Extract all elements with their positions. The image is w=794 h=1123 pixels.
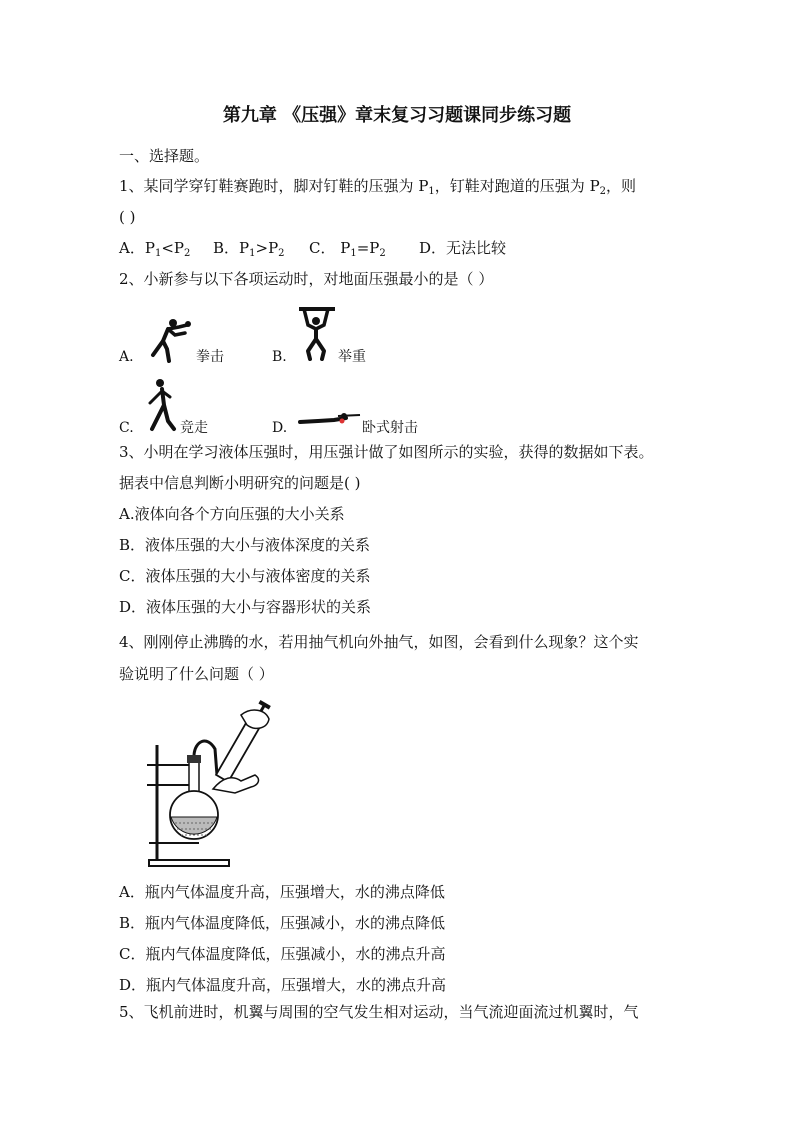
q1-option-a-text: A．P [119,239,155,257]
q1-option-a-rel: <P [161,239,184,257]
q3-option-c[interactable]: C．液体压强的大小与液体密度的关系 [119,567,371,585]
q1-option-b-sub2: 2 [278,248,285,259]
q3-option-a[interactable]: A.液体向各个方向压强的大小关系 [119,505,345,523]
q2-stem: 2、小新参与以下各项运动时，对地面压强最小的是（ ） [119,270,494,288]
q1-option-b[interactable] [213,239,309,257]
race-walking-figure-icon [146,377,182,433]
q1-option-c-rel: =P [356,239,380,257]
q2-option-a-letter[interactable]: A. [119,349,134,365]
q1-stem-part-c: ，则 [606,177,637,195]
q3-option-b[interactable]: B．液体压强的大小与液体深度的关系 [119,536,371,554]
q1-option-d[interactable]: D．无法比较 [419,239,507,257]
q1-option-c[interactable] [309,239,419,257]
q1-option-a-sub: 1 [154,248,162,259]
q3-option-d[interactable]: D．液体压强的大小与容器形状的关系 [119,598,372,616]
boxing-figure-icon [143,315,193,363]
q1-option-a[interactable] [119,239,213,257]
q2-option-b-letter[interactable]: B. [272,349,287,365]
q1-stem-part-b: ，钉鞋对跑道的压强为 P [434,177,600,195]
page-title: 第九章 《压强》章末复习习题课同步练习题 [222,105,572,126]
q5-stem-line-1: 5、飞机前进时，机翼与周围的空气发生相对运动，当气流迎面流过机翼时，气 [119,1003,639,1021]
q1-stem-part-a: 1、某同学穿钉鞋赛跑时，脚对钉鞋的压强为 P [119,177,429,195]
q2-option-c-label: 竞走 [180,420,208,436]
q1-options [119,239,506,257]
q4-stem-line-2: 验说明了什么问题（ ） [119,665,274,683]
q1-option-c-sub2: 2 [379,248,386,259]
q4-option-c[interactable]: C．瓶内气体温度降低，压强减小，水的沸点升高 [119,945,446,963]
q1-option-c-text: C． P [309,239,351,257]
q1-sub-1: 1 [428,186,435,197]
prone-shooting-figure-icon [298,410,362,430]
q1-option-c-sub: 1 [350,248,357,259]
q2-option-d-letter[interactable]: D. [272,420,288,436]
q1-option-a-sub2: 2 [183,248,191,259]
q3-stem-line-1: 3、小明在学习液体压强时，用压强计做了如图所示的实验，获得的数据如下表。 [119,443,654,461]
q1-option-b-sub: 1 [249,248,256,259]
q2-option-d-label: 卧式射击 [362,420,418,436]
q4-option-d[interactable]: D．瓶内气体温度升高，压强增大，水的沸点升高 [119,976,447,994]
q1-sub-2: 2 [599,186,607,197]
q1-option-b-text: B．P [213,239,250,257]
q3-stem-line-2: 据表中信息判断小明研究的问题是( ) [119,474,361,492]
weightlifting-figure-icon [296,305,338,361]
q1-option-b-rel: >P [255,239,279,257]
q4-stem-line-1: 4、刚刚停止沸腾的水，若用抽气机向外抽气，如图，会看到什么现象？这个实 [119,633,639,651]
q2-option-a-label: 拳击 [196,349,224,365]
q2-option-c-letter[interactable]: C. [119,420,134,436]
q4-option-a[interactable]: A．瓶内气体温度升高，压强增大，水的沸点降低 [119,883,445,901]
section-heading: 一、选择题。 [119,147,210,165]
q1-stem [119,177,636,195]
q2-option-b-label: 举重 [338,349,366,365]
vacuum-pump-flask-figure [143,705,278,875]
q4-option-b[interactable]: B．瓶内气体温度降低，压强减小，水的沸点降低 [119,914,446,932]
q1-paren: ( ) [119,208,136,226]
